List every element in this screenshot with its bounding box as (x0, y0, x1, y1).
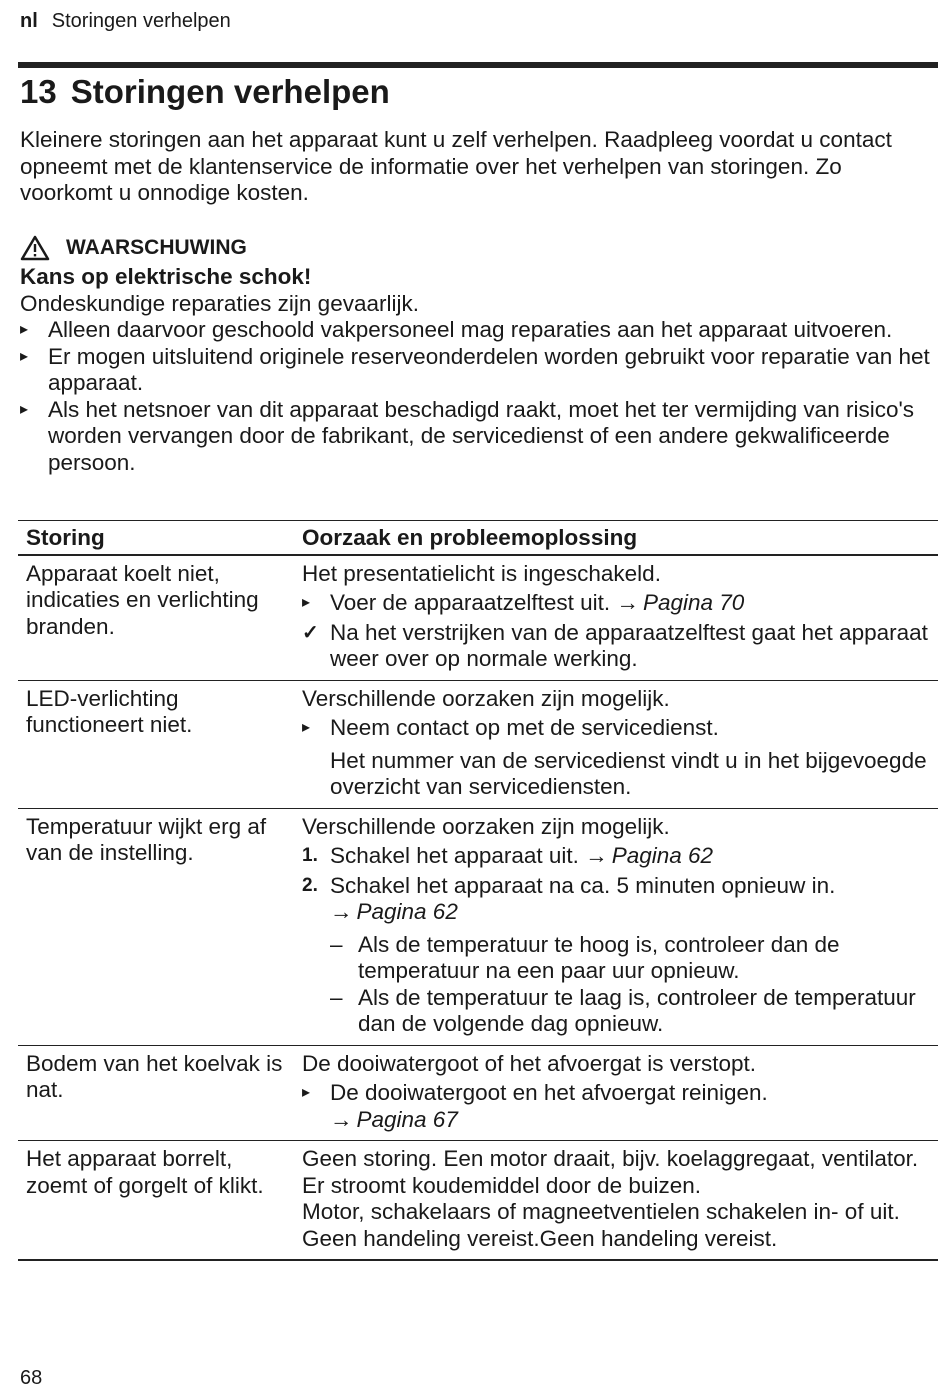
reference-arrow-icon: → (330, 1106, 353, 1132)
solution-cell (294, 1141, 938, 1261)
result-text: Na het verstrijken van de apparaatzelftest gaat het apparaat weer over op normale werking. (330, 619, 928, 671)
language-code: nl (20, 10, 38, 32)
bullet-arrow-icon: ▸ (302, 1084, 311, 1101)
reference-arrow-icon: → (616, 590, 639, 615)
fault-cell: Het apparaat borrelt, zoemt of gorgelt of klikt. (18, 1141, 294, 1261)
solution-cell (294, 680, 938, 808)
checkmark-icon: ✓ (302, 621, 319, 644)
table-row (18, 555, 938, 681)
warning-item: ▸ Alleen daarvoor geschoold vakpersoneel mag reparaties aan het apparaat uitvoeren. (20, 317, 935, 344)
section-name: Storingen verhelpen (51, 10, 231, 32)
note-text: Het nummer van de servicedienst vindt u in het bijgevoegde overzicht van servicediensten. (330, 747, 927, 799)
warning-box (20, 232, 935, 476)
column-header-fault: Storing (18, 521, 294, 555)
cause-text-2: Motor, schakelaars of magneetventielen schakelen in- of uit. (302, 1199, 900, 1224)
fault-cell: LED-verlichting functioneert niet. (18, 680, 294, 808)
cause-text: De dooiwatergoot of het afvoergat is verstopt. (302, 1050, 757, 1076)
running-header (20, 8, 231, 34)
intro-paragraph: Kleinere storingen aan het apparaat kunt u zelf verhelpen. Raadpleeg voordat u contact opneemt met de klantenservice de informatie over het verhelpen van storingen. Zo voorkomt u onnodige kosten. (20, 127, 892, 205)
warning-triangle-icon (20, 235, 50, 261)
table-row (18, 808, 938, 1045)
cause-text: Het presentatielicht is ingeschakeld. (302, 560, 661, 586)
title-rule (18, 62, 938, 68)
sub-item: – Als de temperatuur te laag is, controleer de temperatuur dan de volgende dag opnieuw. (302, 985, 930, 1038)
sub-item: – Als de temperatuur te hoog is, controleer dan de temperatuur na een paar uur opnieuw. (302, 932, 930, 985)
note-text: Geen handeling vereist.Geen handeling vereist. (302, 1225, 778, 1251)
warning-heading (20, 232, 935, 264)
warning-hazard: Kans op elektrische schok! (20, 264, 312, 289)
action-text: De dooiwatergoot en het afvoergat reinigen. (330, 1080, 768, 1105)
solution-cell (294, 1045, 938, 1141)
action-text: Neem contact op met de servicedienst. (330, 715, 719, 740)
action-step (302, 715, 930, 742)
page-number: 68 (20, 1367, 43, 1389)
warning-list (20, 317, 935, 476)
table-row (18, 1045, 938, 1141)
solution-cell (294, 555, 938, 681)
action-step (302, 1080, 930, 1133)
reference-arrow-icon: → (585, 843, 608, 868)
warning-text: Ondeskundige reparaties zijn gevaarlijk. (20, 290, 419, 316)
page-reference[interactable]: Pagina 62 (611, 843, 714, 868)
numbered-step (302, 873, 930, 926)
column-header-cause: Oorzaak en probleemoplossing (294, 521, 938, 555)
bullet-arrow-icon: ▸ (302, 719, 311, 736)
bullet-arrow-icon: ▸ (302, 594, 311, 611)
warning-label: WAARSCHUWING (66, 235, 247, 259)
cause-text: Geen storing. Een motor draait, bijv. koelaggregaat, ventilator. Er stroomt koudemiddel door de buizen. (302, 1146, 919, 1198)
cause-text: Verschillende oorzaken zijn mogelijk. (302, 685, 670, 711)
action-step (302, 590, 930, 617)
action-text: Voer de apparaatzelftest uit. (330, 590, 611, 615)
table-row (18, 1141, 938, 1261)
page-reference[interactable]: Pagina 62 (356, 899, 458, 924)
chapter-title-text: Storingen verhelpen (70, 73, 390, 110)
chapter-title (20, 70, 390, 114)
chapter-number: 13 (20, 73, 57, 110)
numbered-step (302, 843, 930, 870)
result-step (302, 620, 930, 673)
troubleshooting-table (18, 520, 938, 1261)
warning-item: ▸ Er mogen uitsluitend originele reserveonderdelen worden gebruikt voor reparatie van het apparaat. (20, 344, 935, 397)
step-number: 1. (302, 845, 318, 866)
warning-item: ▸ Als het netsnoer van dit apparaat beschadigd raakt, moet het ter vermijding van risico's worden vervangen door de fabrikant, de servicedienst of een andere gekwalificeerde persoon. (20, 397, 935, 477)
solution-cell (294, 808, 938, 1045)
step-text: Schakel het apparaat na ca. 5 minuten opnieuw in. (330, 872, 836, 898)
page-reference[interactable]: Pagina 67 (356, 1106, 458, 1132)
table-row (18, 680, 938, 808)
step-text: Schakel het apparaat uit. (330, 843, 579, 868)
fault-cell: Apparaat koelt niet, indicaties en verlichting branden. (18, 555, 294, 681)
step-number: 2. (302, 874, 318, 896)
table-header-row (18, 521, 938, 555)
fault-cell: Bodem van het koelvak is nat. (18, 1045, 294, 1141)
cause-text: Verschillende oorzaken zijn mogelijk. (302, 813, 670, 839)
reference-arrow-icon: → (330, 899, 353, 924)
fault-cell: Temperatuur wijkt erg af van de instelling. (18, 808, 294, 1045)
page-reference[interactable]: Pagina 70 (642, 590, 745, 615)
